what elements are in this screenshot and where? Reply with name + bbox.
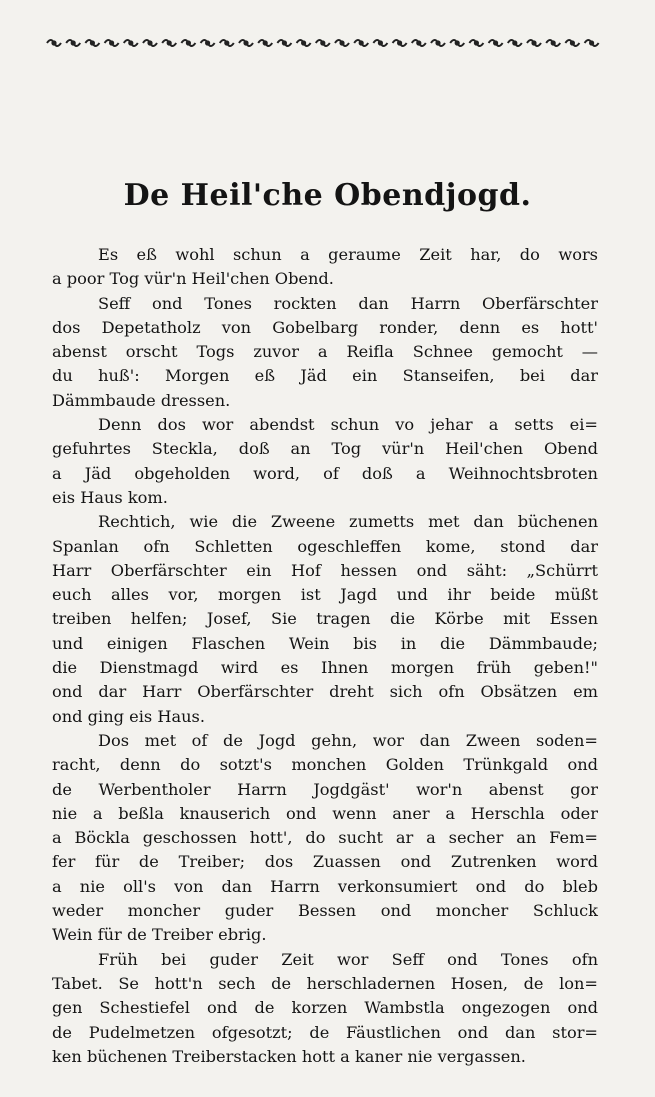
ornament-motif xyxy=(565,40,579,46)
text-line: ken büchenen Treiberstacken hott a kaner nie vergassen. xyxy=(52,1046,526,1066)
ornament-motif xyxy=(450,40,464,46)
ornament-motif xyxy=(412,40,426,46)
ornament-motif xyxy=(431,40,445,46)
ornament-motif xyxy=(527,40,541,46)
text-line: Spanlan ofn Schletten ogeschleffen kome, stond dar xyxy=(52,536,598,556)
text-line: Dos met of de Jogd gehn, wor dan Zween soden= xyxy=(98,730,598,750)
ornament-motif xyxy=(469,40,483,46)
text-line: gefuhrtes Steckla, doß an Tog vür'n Heil'chen Obend xyxy=(52,439,598,459)
ornament-motif xyxy=(354,40,368,46)
ornament-motif xyxy=(393,40,407,46)
text-line: abenst orscht Togs zuvor a Reifla Schnee gemocht — xyxy=(52,342,598,362)
text-line: nie a beßla knauserich ond wenn aner a Herschla oder xyxy=(52,803,598,823)
text-line: Tabet. Se hott'n sech de herschladernen Hosen, de lon= xyxy=(52,973,598,993)
text-line: Früh bei guder Zeit wor Seff ond Tones ofn xyxy=(98,949,598,969)
text-line: a poor Tog vür'n Heil'chen Obend. xyxy=(52,269,334,289)
text-line: eis Haus kom. xyxy=(52,487,168,507)
text-line: euch alles vor, morgen ist Jagd und ihr beide müßt xyxy=(52,585,598,605)
ornament-motif xyxy=(239,40,253,46)
text-line: weder moncher guder Bessen ond moncher Schluck xyxy=(52,901,598,921)
ornament-motif xyxy=(143,40,157,46)
ornament-motif xyxy=(220,40,234,46)
ornament-motif xyxy=(201,40,215,46)
text-line: Es eß wohl schun a geraume Zeit har, do wors xyxy=(98,245,598,264)
body-text xyxy=(52,243,598,1069)
text-line: Rechtich, wie die Zweene zumetts met dan büchenen xyxy=(98,512,598,532)
text-line: ond dar Harr Oberfärschter dreht sich ofn Obsätzen em xyxy=(52,682,598,702)
text-line: de Pudelmetzen ofgesotzt; de Fäustlichen ond dan stor= xyxy=(52,1022,598,1042)
text-line: Wein für de Treiber ebrig. xyxy=(52,925,267,945)
ornament-motif xyxy=(162,40,176,46)
text-line: a Böckla geschossen hott', do sucht ar a secher an Fem= xyxy=(52,828,598,848)
text-line: ond ging eis Haus. xyxy=(52,706,206,726)
ornament-motif xyxy=(297,40,311,46)
text-line: und einigen Flaschen Wein bis in die Dämmbaude; xyxy=(52,633,598,653)
text-line: treiben helfen; Josef, Sie tragen die Körbe mit Essen xyxy=(52,609,598,629)
ornament-motif xyxy=(47,40,61,46)
text-line: Denn dos wor abendst schun vo jehar a setts ei= xyxy=(98,415,598,435)
ornament-motif xyxy=(124,40,138,46)
ornamental-border-icon xyxy=(46,36,602,50)
text-line: fer für de Treiber; dos Zuassen ond Zutrenken word xyxy=(52,852,598,872)
text-line: Dämmbaude dressen. xyxy=(52,390,231,410)
text-line: de Werbentholer Harrn Jogdgäst' wor'n abenst gor xyxy=(52,779,598,799)
text-line: a Jäd obgeholden word, of doß a Weihnochtsbroten xyxy=(52,463,598,483)
ornament-motif xyxy=(85,40,99,46)
ornament-motif xyxy=(316,40,330,46)
ornament-motif xyxy=(335,40,349,46)
ornament-motif xyxy=(546,40,560,46)
ornament-motif xyxy=(277,40,291,46)
text-line: Seff ond Tones rockten dan Harrn Oberfärschter xyxy=(98,293,598,313)
ornament-motif xyxy=(585,40,599,46)
ornament-motif xyxy=(66,40,80,46)
text-line: du huß': Morgen eß Jäd ein Stanseifen, bei dar xyxy=(52,366,598,386)
text-line: Harr Oberfärschter ein Hof hessen ond säht: „Schürrt xyxy=(52,560,598,580)
ornament-motif xyxy=(489,40,503,46)
chapter-title: De Heil'che Obendjogd. xyxy=(123,178,532,213)
ornament-motif xyxy=(181,40,195,46)
ornament-motif xyxy=(258,40,272,46)
text-line: die Dienstmagd wird es Ihnen morgen früh geben!" xyxy=(52,658,598,678)
ornament-motif xyxy=(508,40,522,46)
ornament-motif xyxy=(373,40,387,46)
ornament-motif xyxy=(105,40,119,46)
text-line: gen Schestiefel ond de korzen Wambstla ongezogen ond xyxy=(52,998,598,1018)
text-line: dos Depetatholz von Gobelbarg ronder, denn es hott' xyxy=(52,317,598,337)
text-line: a nie oll's von dan Harrn verkonsumiert ond do bleb xyxy=(52,876,598,896)
text-line: racht, denn do sotzt's monchen Golden Trünkgald ond xyxy=(52,755,598,775)
